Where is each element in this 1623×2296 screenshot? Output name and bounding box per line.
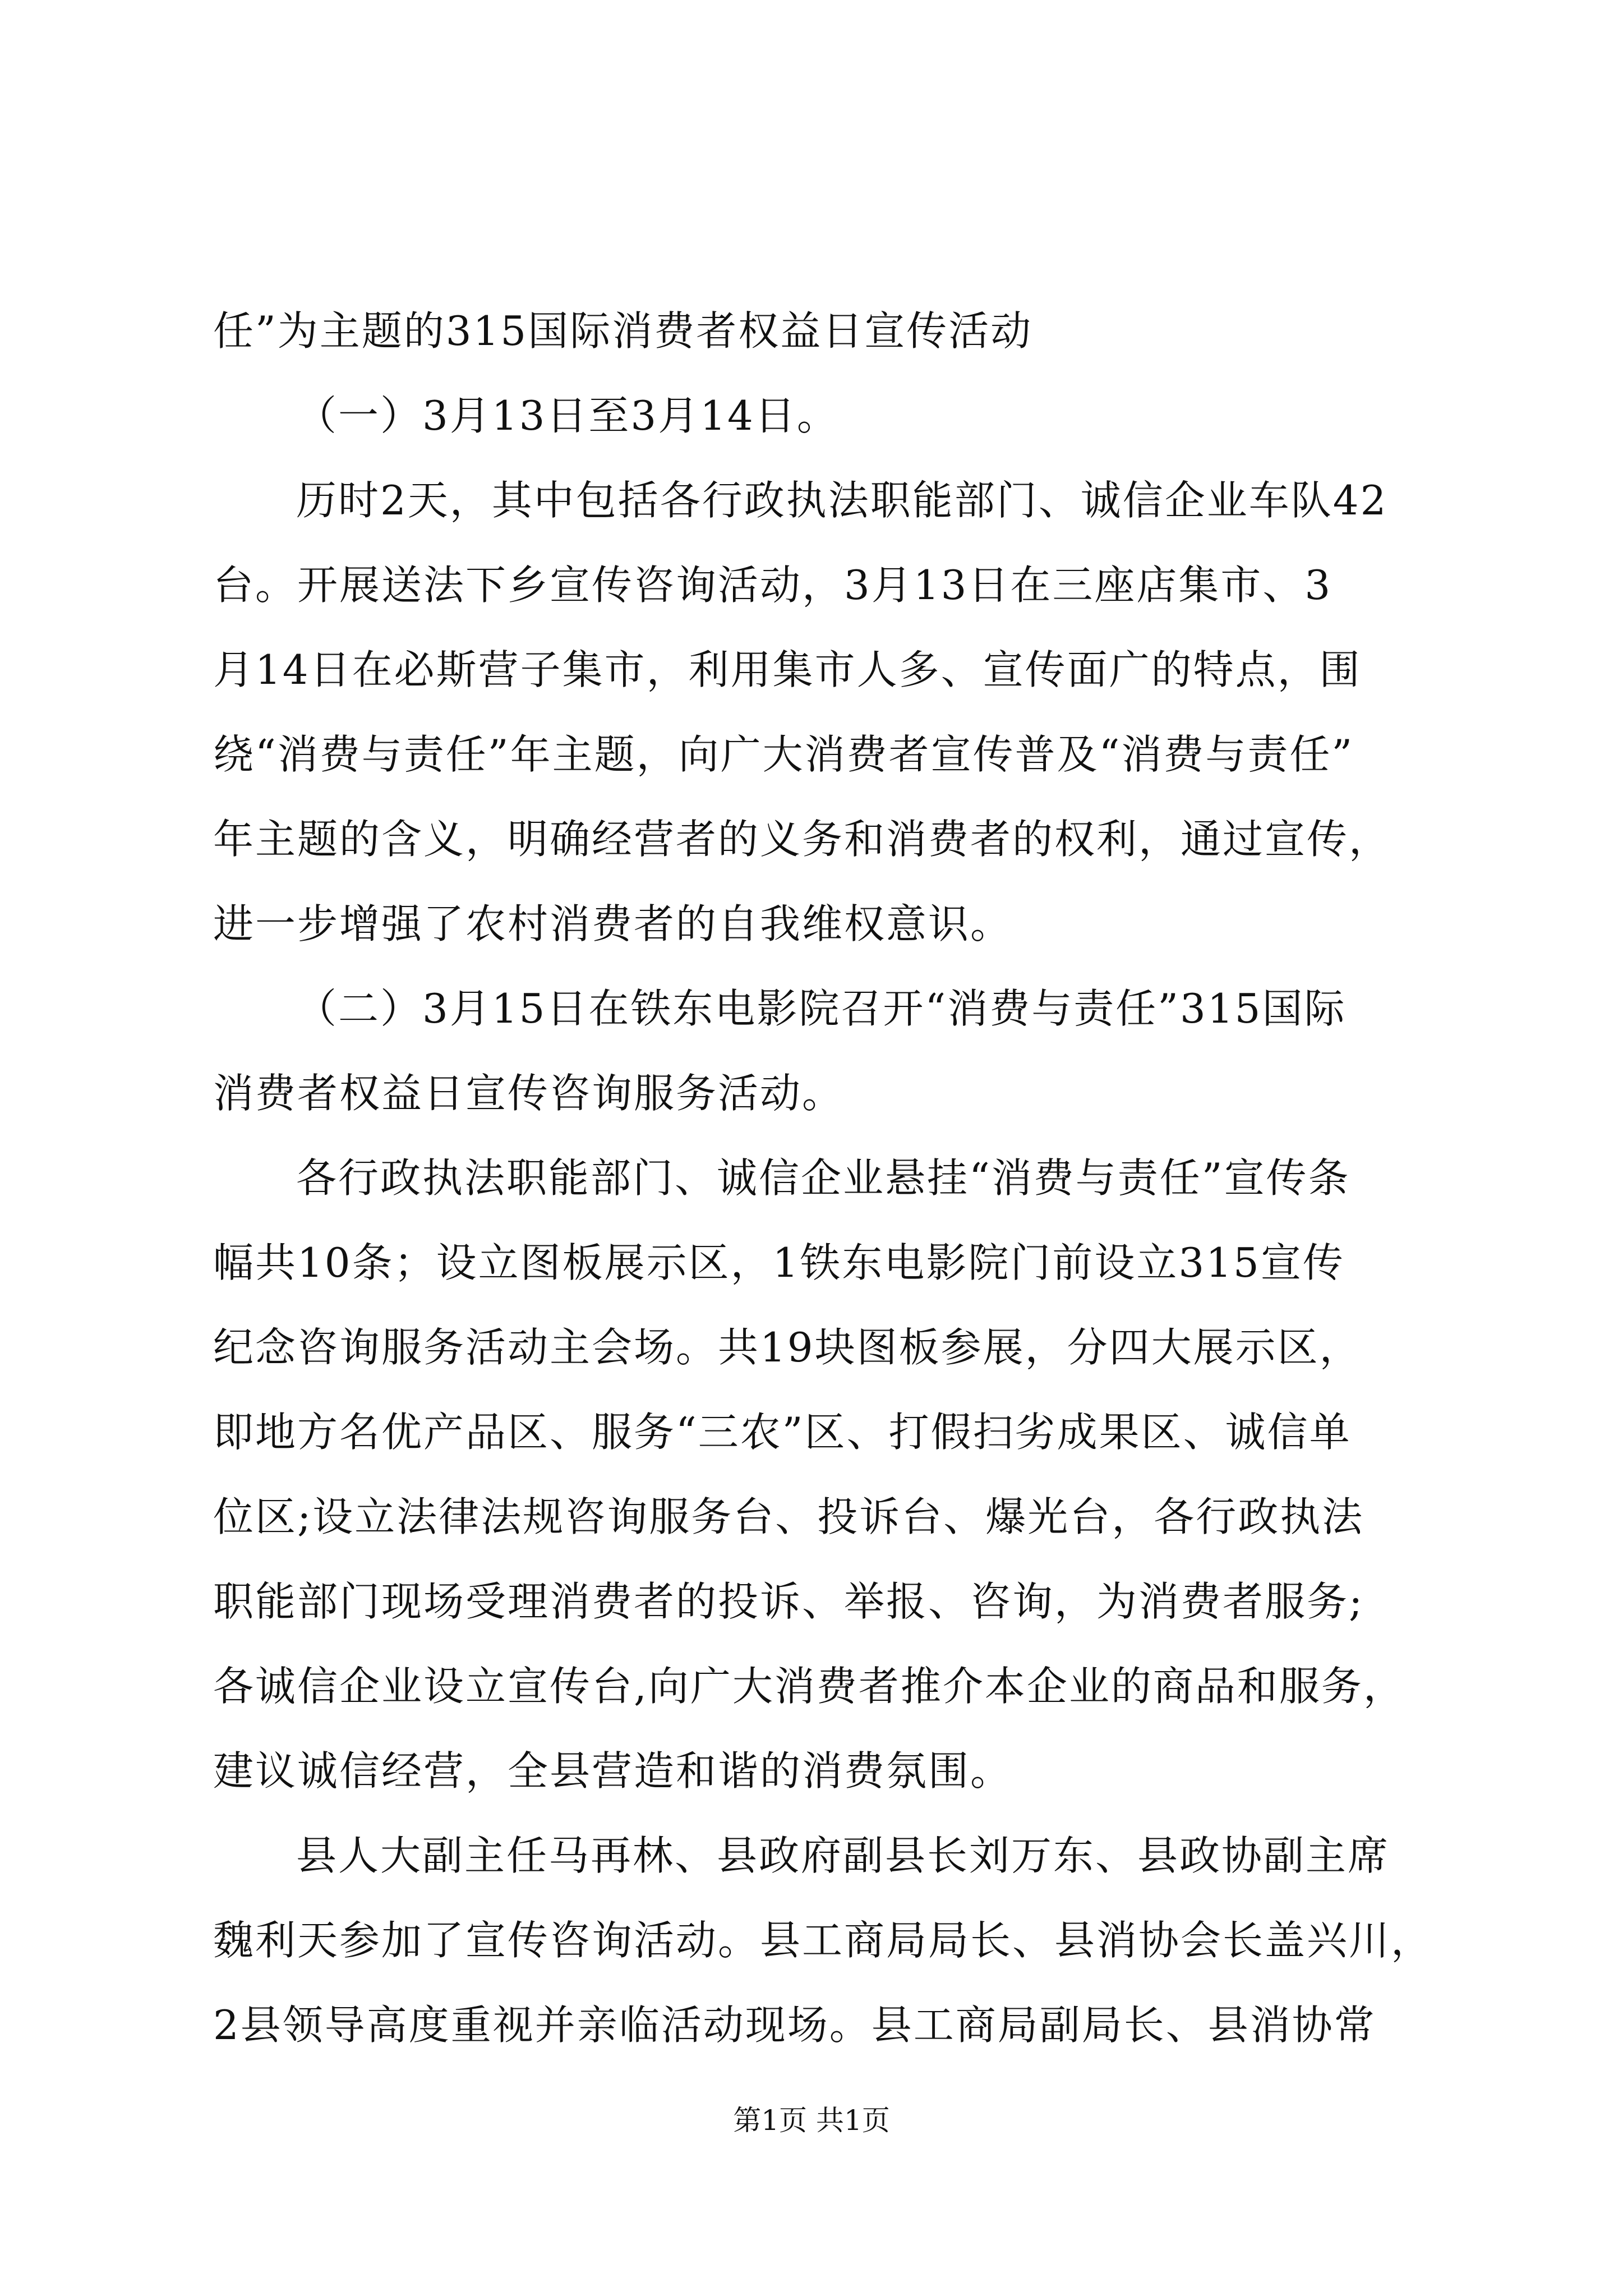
text-line: 位区;设立法律法规咨询服务台、投诉台、爆光台，各行政执法: [213, 1493, 1364, 1540]
text-line: 纪念咨询服务活动主会场。共19块图板参展，分四大展示区，: [213, 1324, 1362, 1371]
text-line: 即地方名优产品区、服务“三农”区、打假扫劣成果区、诚信单: [213, 1409, 1352, 1456]
text-line: 历时2天，其中包括各行政执法职能部门、诚信企业车队42: [296, 477, 1388, 524]
text-line: 魏利天参加了宣传咨询活动。县工商局局长、县消协会长盖兴川，: [213, 1917, 1433, 1964]
text-line: 县人大副主任马再林、县政府副县长刘万东、县政协副主席: [296, 1832, 1390, 1879]
text-line: 月14日在必斯营子集市，利用集市人多、宣传面广的特点，围: [213, 646, 1362, 693]
document-body: [213, 289, 1433, 2068]
text-line: 各诚信企业设立宣传台,向广大消费者推介本企业的商品和服务，: [213, 1663, 1405, 1710]
text-line: 年主题的含义，明确经营者的义务和消费者的权利，通过宣传，: [213, 816, 1391, 863]
text-line: 任”为主题的315国际消费者权益日宣传活动: [213, 307, 1033, 355]
text-line: 进一步增强了农村消费者的自我维权意识。: [213, 900, 1013, 947]
text-line: 各行政执法职能部门、诚信企业悬挂“消费与责任”宣传条: [296, 1154, 1350, 1202]
text-line: 幅共10条；设立图板展示区，1铁东电影院门前设立315宣传: [213, 1239, 1345, 1286]
text-line: 建议诚信经营，全县营造和谐的消费氛围。: [213, 1747, 1013, 1795]
text-line: 消费者权益日宣传咨询服务活动。: [213, 1070, 845, 1117]
page-footer: 第1页 共1页: [733, 2104, 890, 2137]
text-line: （一）3月13日至3月14日。: [296, 392, 839, 439]
text-line: 职能部门现场受理消费者的投诉、举报、咨询，为消费者服务;: [213, 1578, 1364, 1625]
text-line: 绕“消费与责任”年主题，向广大消费者宣传普及“消费与责任”: [213, 731, 1354, 778]
text-line: （二）3月15日在铁东电影院召开“消费与责任”315国际: [296, 985, 1347, 1032]
text-line: 台。开展送法下乡宣传咨询活动，3月13日在三座店集市、3: [213, 562, 1332, 609]
text-line: 2县领导高度重视并亲临活动现场。县工商局副局长、县消协常: [213, 2001, 1376, 2049]
